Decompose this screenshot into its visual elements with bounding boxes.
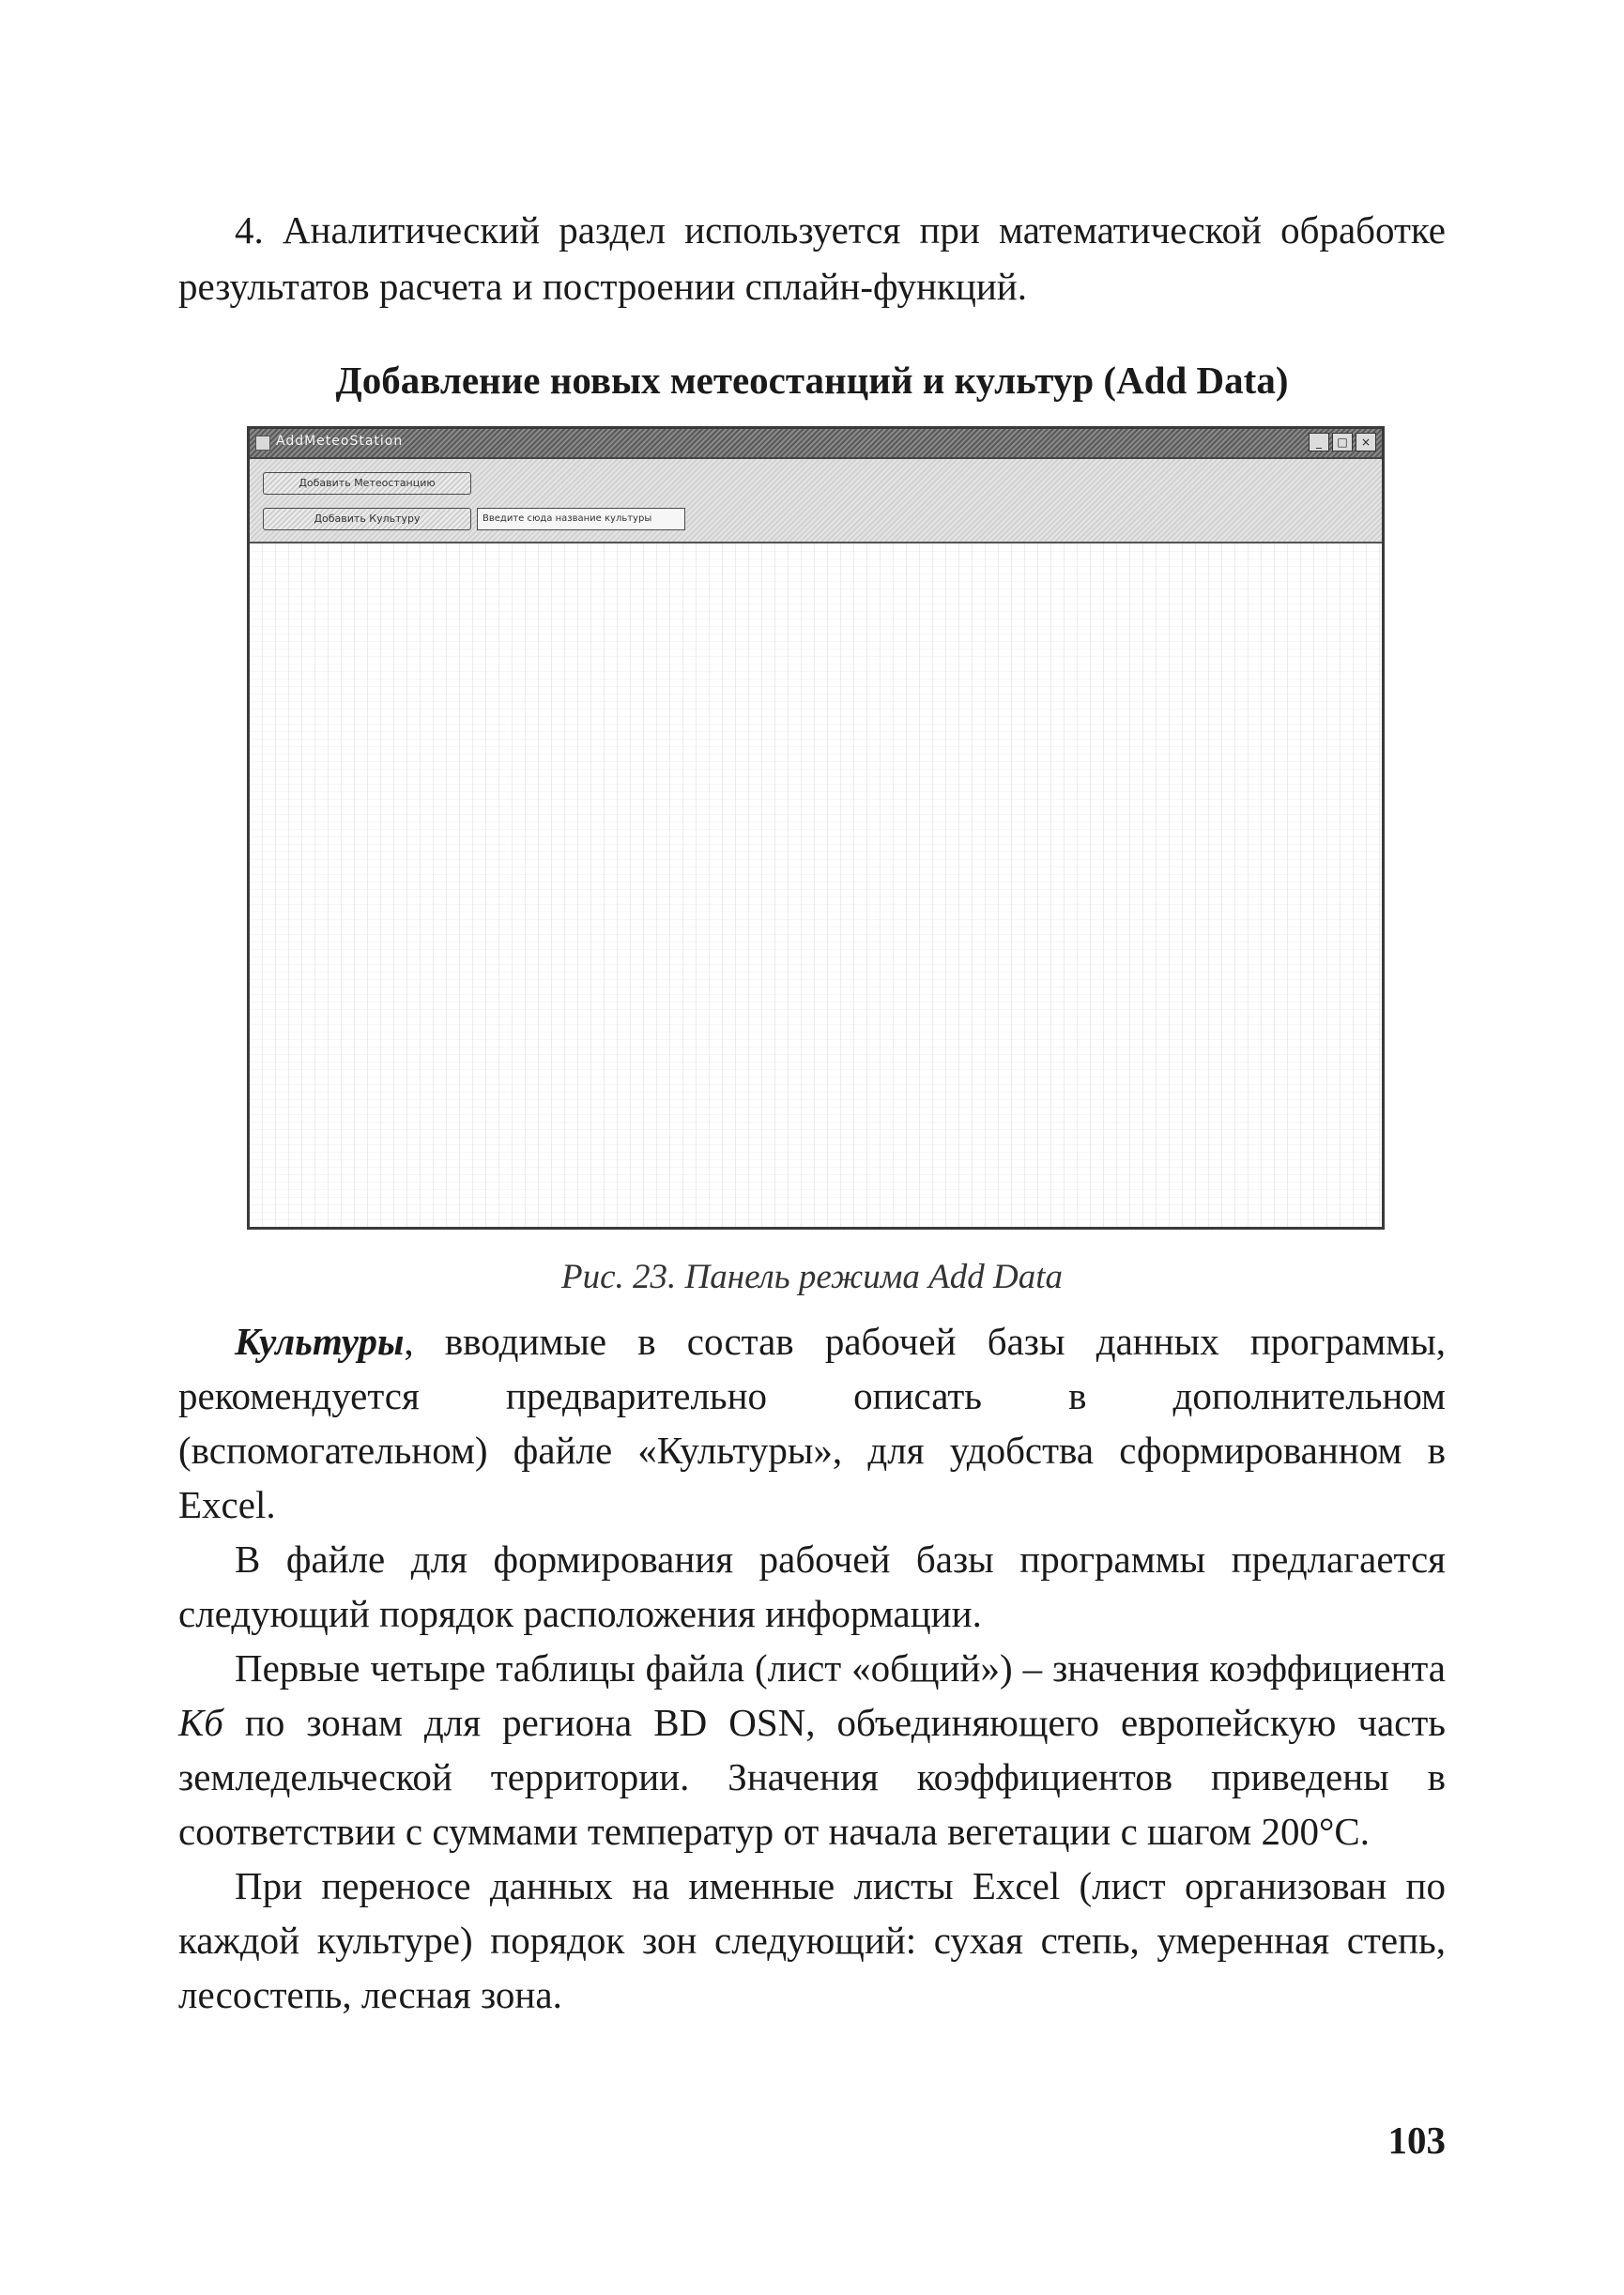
app-icon bbox=[255, 436, 270, 451]
paragraph-zones: При переносе данных на именные листы Excel (лист организован по каждой культуре) порядок зон следующий: сухая степь, умеренная степь, лесостепь, лесная зона. bbox=[178, 1864, 1446, 2016]
minimize-icon[interactable]: _ bbox=[1309, 433, 1329, 451]
paragraph-crops bbox=[178, 1314, 1446, 1532]
paragraph-crops-text: , вводимые в состав рабочей базы данных программы, рекомендуется предварительно описать в дополнительном (вспомогательном) файле «Культуры», для удобства сформированном в Excel. bbox=[178, 1320, 1446, 1526]
crop-name-input[interactable]: Введите сюда название культуры bbox=[477, 508, 685, 530]
kb-coefficient: Кб bbox=[178, 1701, 223, 1744]
page-number: 103 bbox=[1387, 2119, 1446, 2162]
paragraph-tables-text-b: по зонам для региона BD OSN, объединяющего европейскую часть земледельческой территории. Значения коэффициентов приведены в соответствии с суммами температур от начала вегетации с шагом 200°C. bbox=[178, 1701, 1446, 1853]
maximize-icon[interactable]: □ bbox=[1332, 433, 1353, 451]
window-toolbar bbox=[250, 459, 1382, 543]
body-text bbox=[178, 1314, 1446, 2022]
figure-caption: Рис. 23. Панель режима Add Data bbox=[561, 1258, 1063, 1296]
paragraph-order: В файле для формирования рабочей базы программы предлагается следующий порядок расположения информации. bbox=[178, 1538, 1446, 1635]
window-title: AddMeteoStation bbox=[276, 434, 404, 449]
section-heading: Добавление новых метеостанций и культур (Add Data) bbox=[335, 359, 1289, 402]
window-titlebar bbox=[250, 429, 1382, 459]
window-controls bbox=[1309, 433, 1376, 451]
paragraph-tables-text-a: Первые четыре таблицы файла (лист «общий») – значения коэффициента bbox=[235, 1646, 1446, 1690]
window-workspace bbox=[250, 543, 1382, 1227]
intro-paragraph: 4. Аналитический раздел используется при математической обработке результатов расчета и построении сплайн-функций. bbox=[178, 208, 1446, 308]
app-window-screenshot bbox=[247, 426, 1385, 1230]
paragraph-tables bbox=[178, 1641, 1446, 1859]
add-crop-button[interactable]: Добавить Культуру bbox=[263, 508, 471, 530]
add-station-button[interactable]: Добавить Метеостанцию bbox=[263, 472, 471, 495]
close-icon[interactable]: × bbox=[1356, 433, 1376, 451]
term-crops: Культуры bbox=[235, 1320, 405, 1363]
